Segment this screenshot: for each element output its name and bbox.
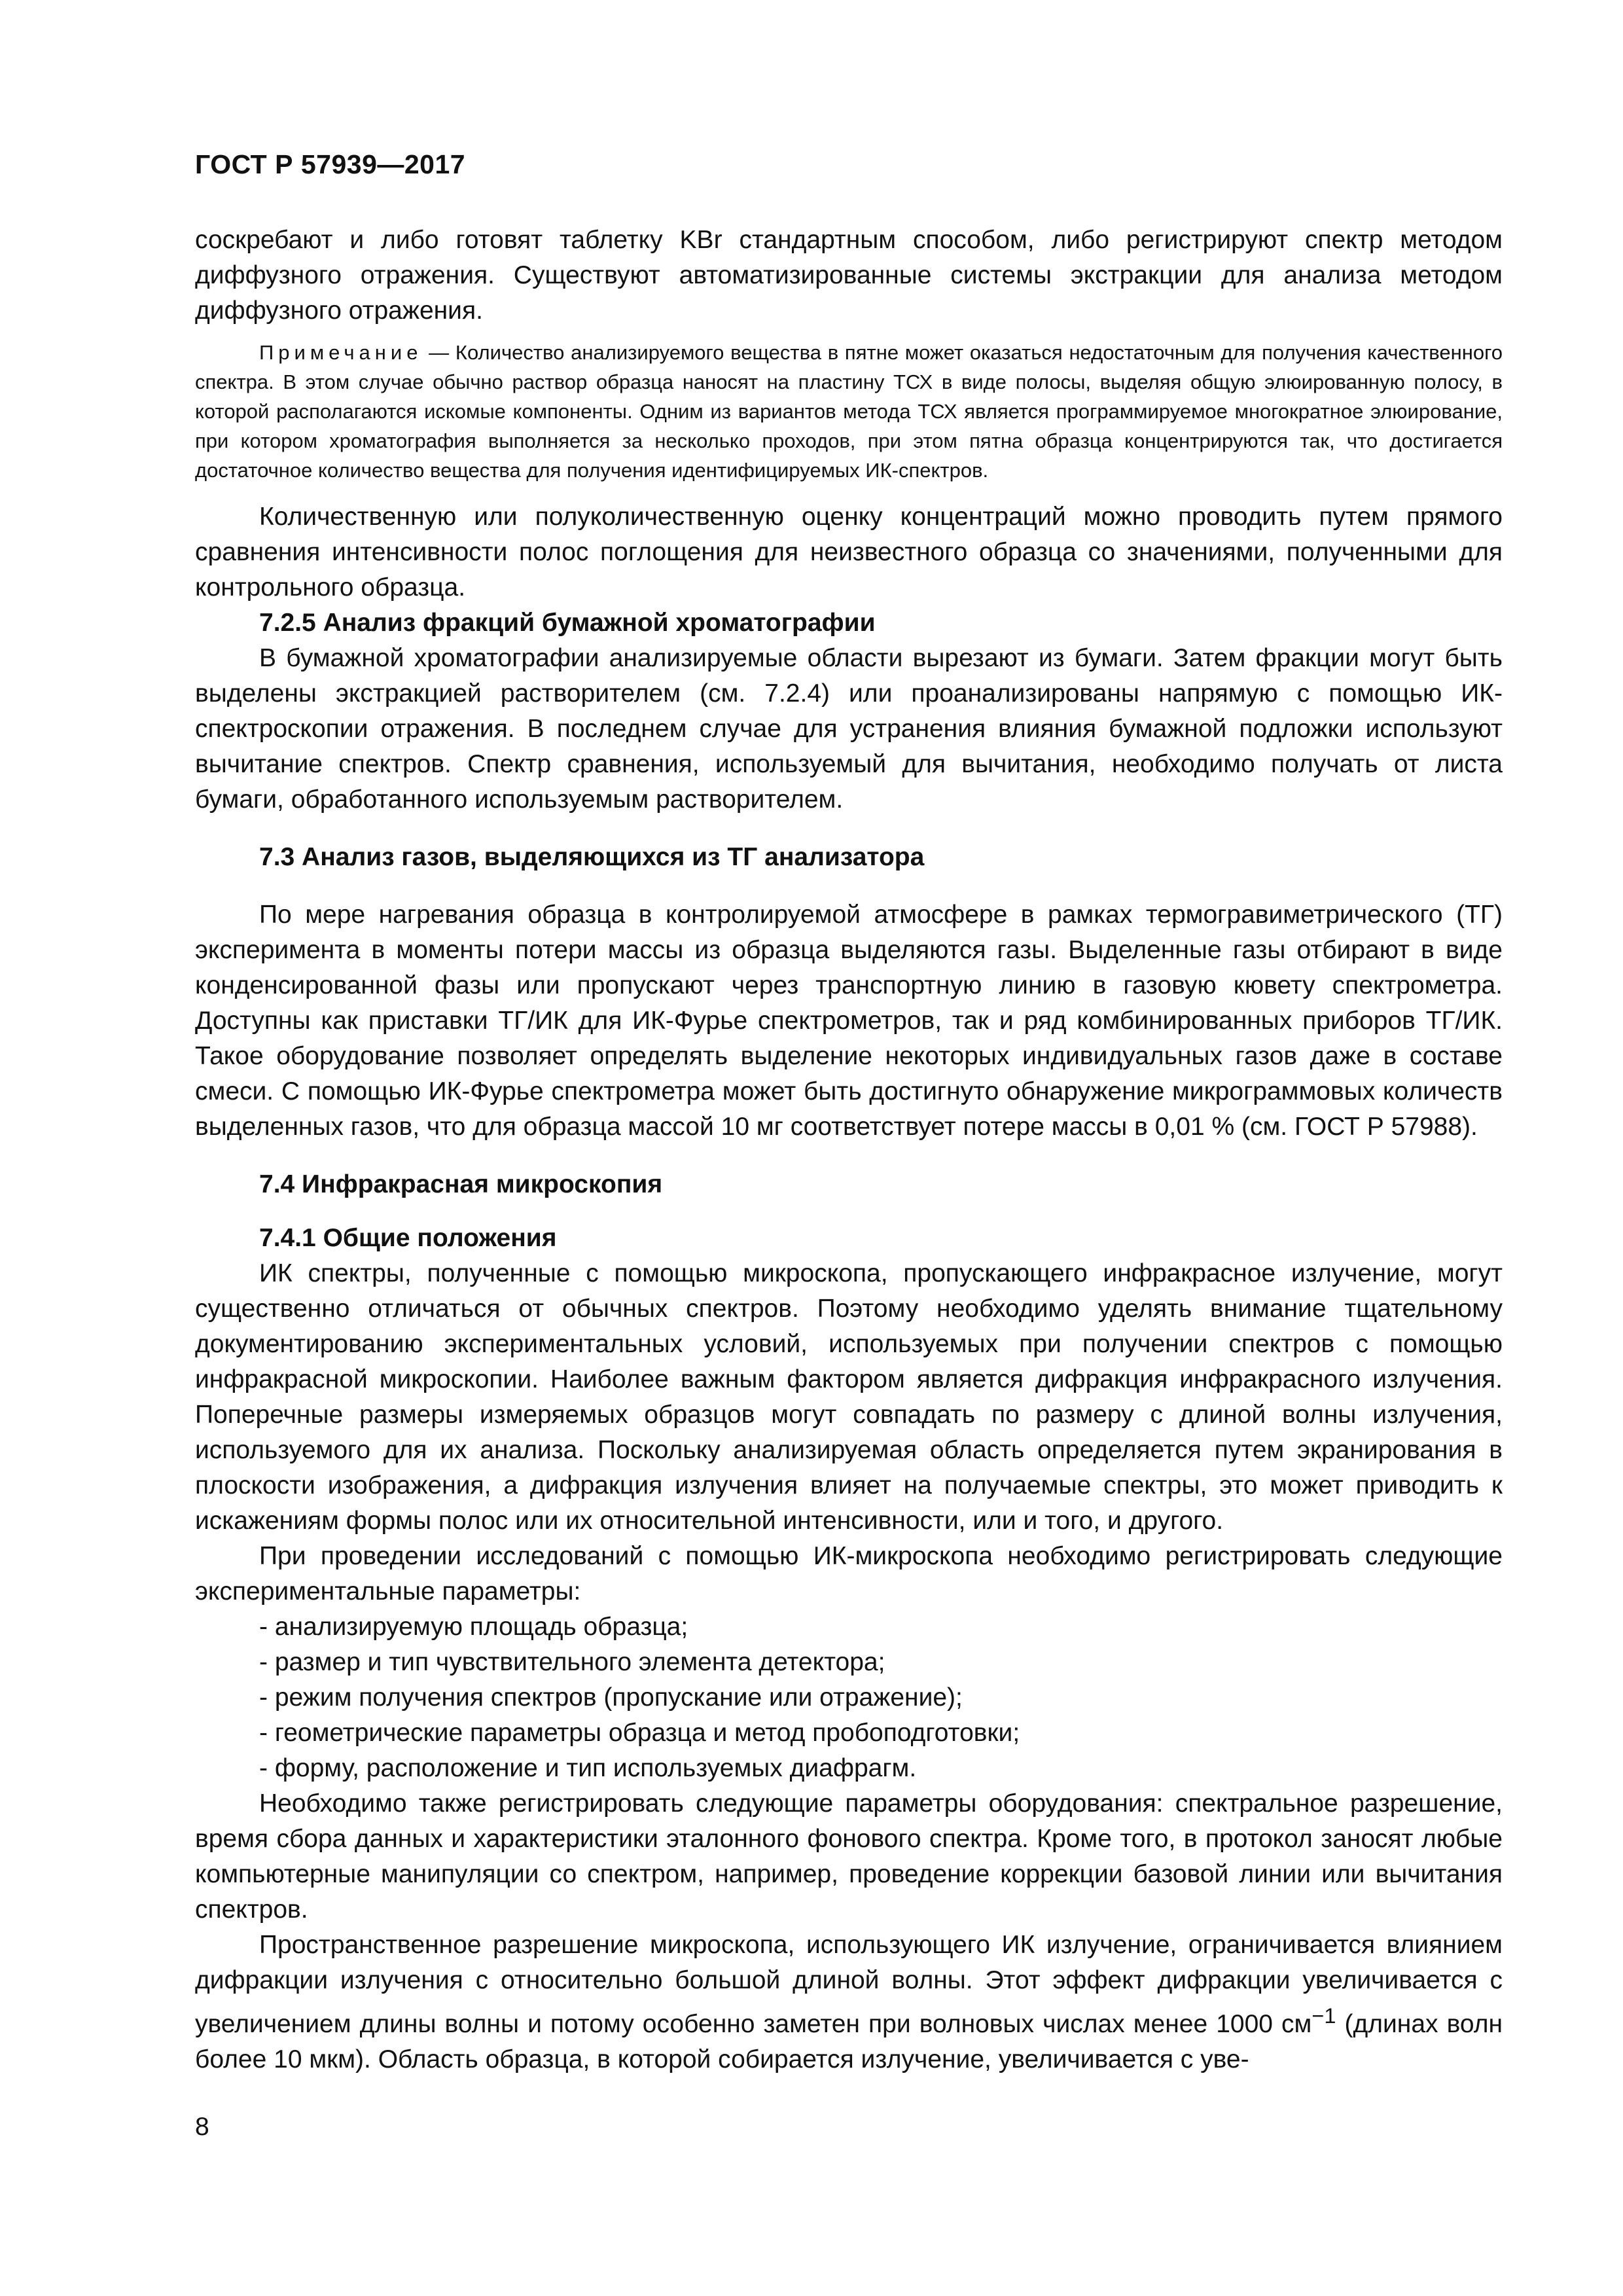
paragraph: ИК спектры, полученные с помощью микроскопа, пропускающего инфракрасное излучение, могут существенно отличаться от обычных спектров. Поэтому необходимо уделять внимание тщательному документированию экспериментальных условий, используемых при получении спектров с помощью инфракрасной микроскопии. Наиболее важным фактором является дифракция инфракрасного излучения. Поперечные размеры измеряемых образцов могут совпадать по размеру с длиной волны излучения, используемого для их анализа. Поскольку анализируемая область определяется путем экранирования в плоскости изображения, а дифракция излучения влияет на получаемые спектры, это может приводить к искажениям формы полос или их относительной интенсивности, или и того, и другого. <box>195 1259 1503 1535</box>
paragraph-text: (длинах волн более 10 мкм). Область образца, в которой собирается излучение, увеличивается с уве- <box>195 2010 1503 2073</box>
paragraph: Необходимо также регистрировать следующие параметры оборудования: спектральное разрешение, время сбора данных и характеристики эталонного фонового спектра. Кроме того, в протокол заносят любые компьютерные манипуляции со спектром, например, проведение коррекции базовой линии или вычитания спектров. <box>195 1789 1503 1924</box>
note-text: — Количество анализируемого вещества в пятне может оказаться недостаточным для получения качественного спектра. В этом случае обычно раствор образца наносят на пластину ТСХ в виде полосы, выделяя общую элюированную полосу, в которой располагаются искомые компоненты. Одним из вариантов метода ТСХ является программируемое многократное элюирование, при котором хроматография выполняется за несколько проходов, при этом пятна образца концентрируются так, что достигается достаточное количество вещества для получения идентифицируемых ИК-спектров. <box>195 341 1503 482</box>
document-header: ГОСТ Р 57939—2017 <box>195 149 466 179</box>
section-heading-7-2-5: 7.2.5 Анализ фракций бумажной хроматографии <box>259 609 876 637</box>
section-heading-7-3: 7.3 Анализ газов, выделяющихся из ТГ анализатора <box>259 843 925 871</box>
note-label: Примечание <box>259 341 423 364</box>
paragraph <box>195 1928 1503 2077</box>
section-heading-7-4-1: 7.4.1 Общие положения <box>259 1224 557 1252</box>
note <box>195 338 1503 485</box>
paragraph: В бумажной хроматографии анализируемые области вырезают из бумаги. Затем фракции могут быть выделены экстракцией растворителем (см. 7.2.4) или проанализированы напрямую с помощью ИК-спектроскопии отражения. В последнем случае для устранения влияния бумажной подложки используют вычитание спектров. Спектр сравнения, используемый для вычитания, необходимо получать от листа бумаги, обработанного используемым растворителем. <box>195 644 1503 814</box>
page-number: 8 <box>195 2113 209 2141</box>
paragraph: При проведении исследований с помощью ИК-микроскопа необходимо регистрировать следующие экспериментальные параметры: <box>195 1542 1503 1605</box>
list-item: - размер и тип чувствительного элемента детектора; <box>259 1648 885 1676</box>
paragraph: соскребают и либо готовят таблетку KBr стандартным способом, либо регистрируют спектр методом диффузного отражения. Существуют автоматизированные системы экстракции для анализа методом диффузного отражения. <box>195 226 1503 325</box>
section-heading-7-4: 7.4 Инфракрасная микроскопия <box>259 1170 663 1198</box>
list-item: - форму, расположение и тип используемых диафрагм. <box>259 1754 917 1782</box>
list-item: - режим получения спектров (пропускание или отражение); <box>259 1683 963 1712</box>
paragraph: По мере нагревания образца в контролируемой атмосфере в рамках термогравиметрического (ТГ) эксперимента в моменты потери массы из образца выделяются газы. Выделенные газы отбирают в виде конденсированной фазы или пропускают через транспортную линию в газовую кювету спектрометра. Доступны как приставки ТГ/ИК для ИК-Фурье спектрометров, так и ряд комбинированных приборов ТГ/ИК. Такое оборудование позволяет определять выделение некоторых индивидуальных газов даже в составе смеси. С помощью ИК-Фурье спектрометра может быть достигнуто обнаружение микрограммовых количеств выделенных газов, что для образца массой 10 мг соответствует потере массы в 0,01 % (см. ГОСТ Р 57988). <box>195 901 1503 1141</box>
list-item: - анализируемую площадь образца; <box>259 1613 688 1641</box>
document-body <box>195 223 1503 2077</box>
paragraph-text: Пространственное разрешение микроскопа, использующего ИК излучение, ограничивается влиянием дифракции излучения с относительно большой длиной волны. Этот эффект дифракции увеличивается с увеличением длины волны и потому особенно заметен при волновых числах менее 1000 см <box>195 1931 1503 2038</box>
superscript: −1 <box>1311 2004 1336 2028</box>
list-item: - геометрические параметры образца и метод пробоподготовки; <box>259 1719 1020 1747</box>
paragraph: Количественную или полуколичественную оценку концентраций можно проводить путем прямого сравнения интенсивности полос поглощения для неизвестного образца со значениями, полученными для контрольного образца. <box>195 503 1503 601</box>
